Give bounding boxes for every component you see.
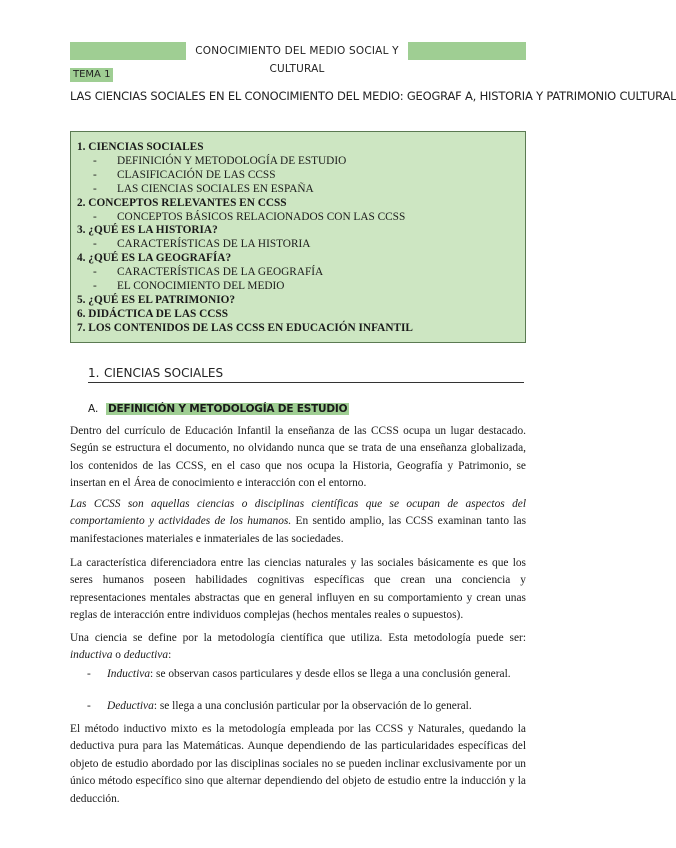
inductiva-term: inductiva <box>70 649 113 662</box>
toc-item: - EL CONOCIMIENTO DEL MEDIO <box>93 280 285 293</box>
list-item: - Deductiva: se llega a una conclusión particular por la observación de lo general. <box>87 700 472 712</box>
paragraph-1: Dentro del currículo de Educación Infantil la enseñanza de las CCSS ocupa un lugar destacado. Según se estructura el documento, no olvidando nunca que se trata de una enseñanza globalizada, los contenidos de las CCSS, en el caso que nos ocupa la Historia, Geografía y Patrimonio, se insertan en el Área de conocimiento e interacción con el entorno. <box>70 425 526 490</box>
toc-section-3: 3. ¿QUÉ ES LA HISTORIA? <box>77 224 218 237</box>
section-number: 1. <box>88 366 100 380</box>
toc-item: - DEFINICIÓN Y METODOLOGÍA DE ESTUDIO <box>93 154 347 167</box>
toc-section-2: 2. CONCEPTOS RELEVANTES EN CCSS <box>77 196 287 209</box>
tema-label: TEMA 1 <box>70 68 113 82</box>
paragraph-5: El método inductivo mixto es la metodología empleada por las CCSS y Naturales, quedando la deductiva pura para las Matemáticas. Aunque dependiendo de las particularidades específicas del objeto de estudio abordado por las disciplinas sociales no se pueden inclinar exclusivamente por un único método específico sino que alternar dependiendo del objeto de estudio entre la inducción y la deducción. <box>70 723 526 805</box>
bullet-label: Inductiva <box>107 668 151 680</box>
section-title: CIENCIAS SOCIALES <box>104 366 224 380</box>
toc-item: - CLASIFICACIÓN DE LAS CCSS <box>93 168 276 181</box>
bullet-label: Deductiva <box>107 700 154 712</box>
definition-italic: Las CCSS son aquellas ciencias o disciplinas científicas que se ocupan de aspectos del comportamiento y actividades de los humanos. <box>70 498 526 528</box>
toc-item: - CARACTERÍSTICAS DE LA GEOGRAFÍA <box>93 266 324 279</box>
paragraph-2 <box>70 496 526 548</box>
toc-item: - LAS CIENCIAS SOCIALES EN ESPAÑA <box>93 182 314 195</box>
table-of-contents <box>70 131 526 343</box>
toc-section-7: 7. LOS CONTENIDOS DE LAS CCSS EN EDUCACIÓN INFANTIL <box>77 321 413 334</box>
course-title: CONOCIMIENTO DEL MEDIO SOCIAL Y CULTURAL <box>186 42 408 60</box>
toc-item: - CARACTERÍSTICAS DE LA HISTORIA <box>93 238 311 251</box>
subsection-title: DEFINICIÓN Y METODOLOGÍA DE ESTUDIO <box>108 403 348 415</box>
paragraph-4: Una ciencia se define por la metodología científica que utiliza. Esta metodología puede ser: inductiva o deductiva: <box>70 632 526 662</box>
list-item: - Inductiva: se observan casos particulares y desde ellos se llega a una conclusión general. <box>87 668 511 680</box>
paragraph-3: La característica diferenciadora entre las ciencias naturales y las sociales básicamente es que los seres humanos poseen habilidades cognitivas específicas que crean una conciencia y representaciones mentales abstractas que en general influyen en su comportamiento y crean unas reglas de interacción entre individuos complejas (hechos mentales reales o supuestos). <box>70 557 526 622</box>
page-title: LAS CIENCIAS SOCIALES EN EL CONOCIMIENTO DEL MEDIO: GEOGRAF A, HISTORIA Y PATRIMONIO CULTURAL <box>70 89 676 103</box>
toc-section-5: 5. ¿QUÉ ES EL PATRIMONIO? <box>77 293 236 306</box>
toc-section-6: 6. DIDÁCTICA DE LAS CCSS <box>77 307 228 320</box>
deductiva-term: deductiva <box>123 649 169 662</box>
section-heading <box>88 366 524 383</box>
subsection-heading <box>88 402 349 416</box>
toc-section-4: 4. ¿QUÉ ES LA GEOGRAFÍA? <box>77 252 232 265</box>
toc-section-1: 1. CIENCIAS SOCIALES <box>77 141 204 153</box>
definition-rest: En sentido amplio, las CCSS examinan tanto las manifestaciones materiales e inmateriales de las sociedades. <box>70 515 526 545</box>
subsection-letter: A. <box>88 403 99 415</box>
toc-item: - CONCEPTOS BÁSICOS RELACIONADOS CON LAS CCSS <box>93 210 406 223</box>
